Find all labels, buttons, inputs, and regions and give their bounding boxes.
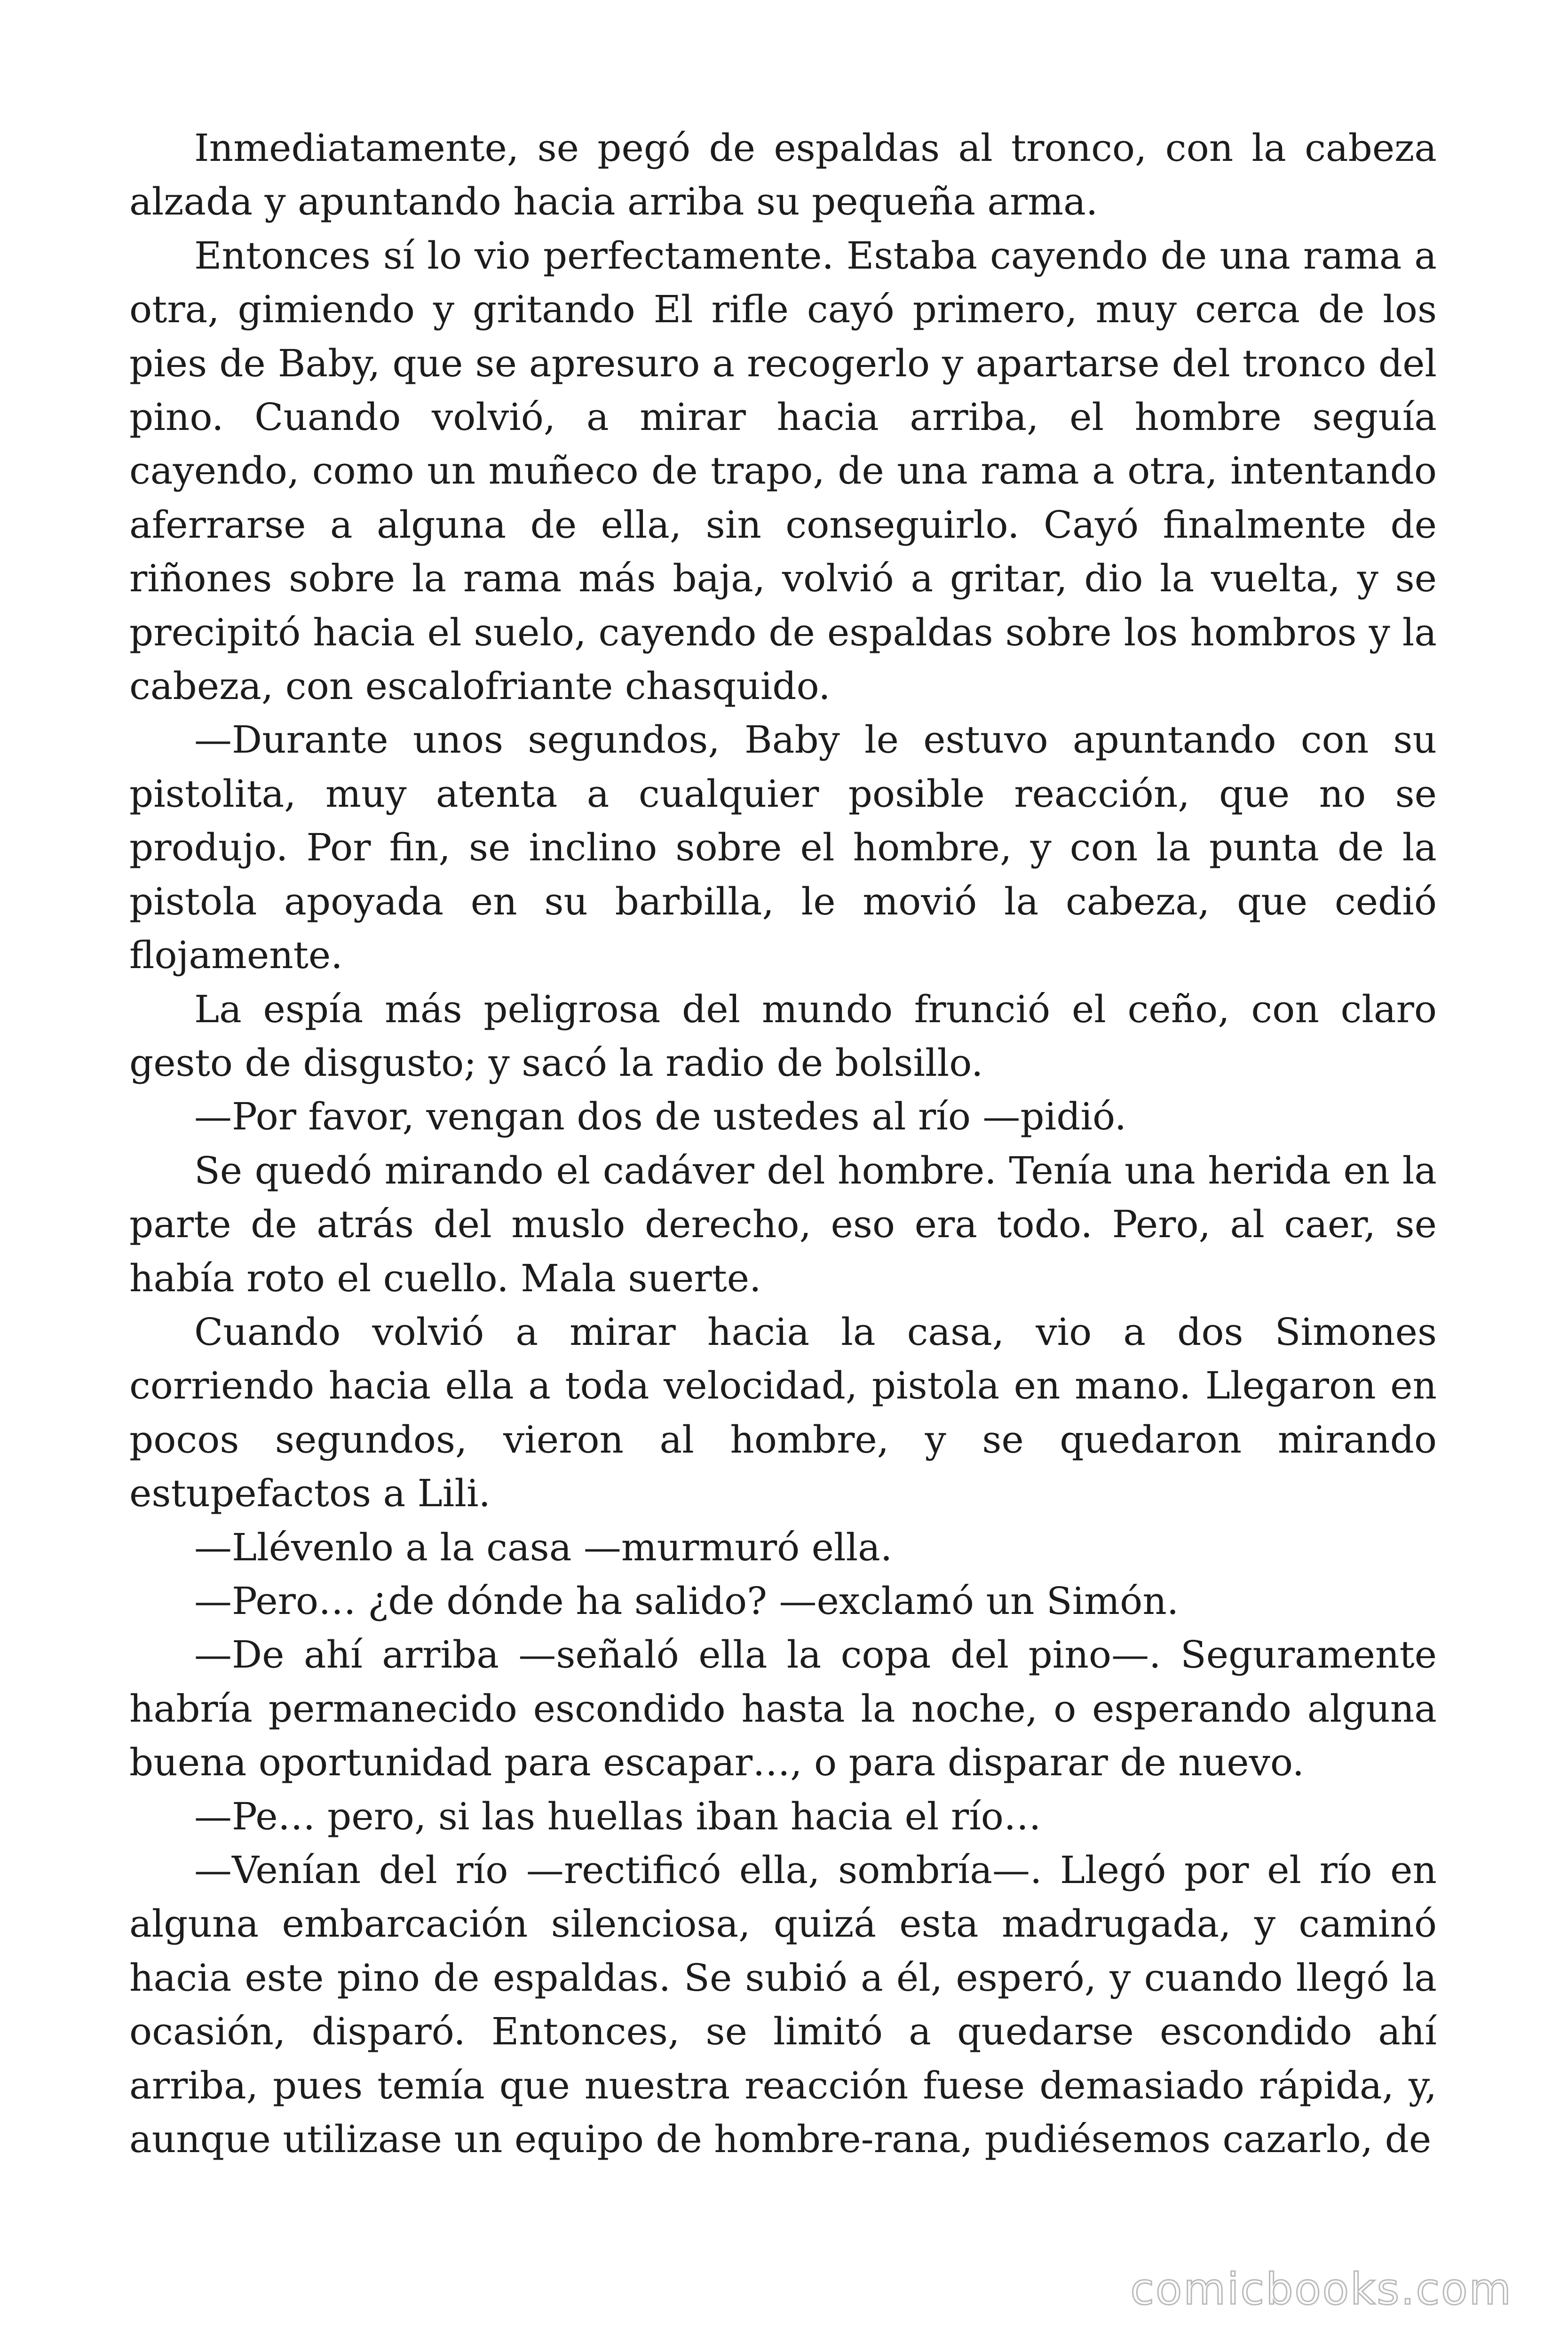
paragraph-10: —De ahí arriba —señaló ella la copa del pino—. Seguramente habría permanecido escondido hasta la noche, o esperando alguna buena oportunidad para escapar…, o para disparar de nuevo. <box>129 1633 1437 1785</box>
page-text <box>129 121 1437 2166</box>
paragraph-5: —Por favor, vengan dos de ustedes al río —pidió. <box>194 1095 1127 1139</box>
paragraph-6: Se quedó mirando el cadáver del hombre. Tenía una herida en la parte de atrás del muslo derecho, eso era todo. Pero, al caer, se había roto el cuello. Mala suerte. <box>129 1148 1437 1300</box>
paragraph-7: Cuando volvió a mirar hacia la casa, vio a dos Simones corriendo hacia ella a toda velocidad, pistola en mano. Llegaron en pocos segundos, vieron al hombre, y se quedaron mirando estupefactos a Lili. <box>129 1310 1437 1516</box>
paragraph-2: Entonces sí lo vio perfectamente. Estaba cayendo de una rama a otra, gimiendo y gritando El rifle cayó primero, muy cerca de los pies de Baby, que se apresuro a recogerlo y apartarse del tronco del pino. Cuando volvió, a mirar hacia arriba, el hombre seguía cayendo, como un muñeco de trapo, de una rama a otra, intentando aferrarse a alguna de ella, sin conseguirlo. Cayó finalmente de riñones sobre la rama más baja, volvió a gritar, dio la vuelta, y se precipitó hacia el suelo, cayendo de espaldas sobre los hombros y la cabeza, con escalofriante chasquido. <box>129 233 1437 708</box>
paragraph-1: Inmediatamente, se pegó de espaldas al tronco, con la cabeza alzada y apuntando hacia arriba su pequeña arma. <box>129 126 1437 224</box>
paragraph-9: —Pero… ¿de dónde ha salido? —exclamó un Simón. <box>194 1579 1179 1623</box>
paragraph-8: —Llévenlo a la casa —murmuró ella. <box>194 1525 893 1569</box>
paragraph-3: —Durante unos segundos, Baby le estuvo apuntando con su pistolita, muy atenta a cualquier posible reacción, que no se produjo. Por fin, se inclino sobre el hombre, y con la punta de la pistola apoyada en su barbilla, le movió la cabeza, que cedió flojamente. <box>129 718 1437 977</box>
watermark: comicbooks.com <box>1130 2264 1513 2314</box>
paragraph-12: —Venían del río —rectificó ella, sombría—. Llegó por el río en alguna embarcación silenciosa, quizá esta madrugada, y caminó hacia este pino de espaldas. Se subió a él, esperó, y cuando llegó la ocasión, disparó. Entonces, se limitó a quedarse escondido ahí arriba, pues temía que nuestra reacción fuese demasiado rápida, y, aunque utilizase un equipo de hombre-rana, pudiésemos cazarlo, de <box>129 1848 1437 2161</box>
paragraph-4: La espía más peligrosa del mundo frunció el ceño, con claro gesto de disgusto; y sacó la radio de bolsillo. <box>129 987 1437 1085</box>
paragraph-11: —Pe… pero, si las huellas iban hacia el río… <box>194 1794 1041 1838</box>
